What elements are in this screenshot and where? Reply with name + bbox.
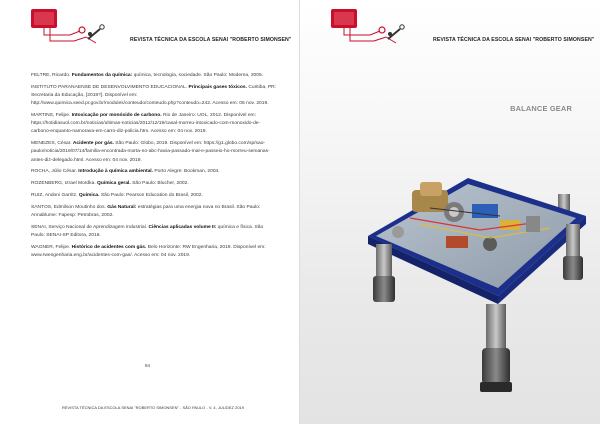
ref-author: RUIZ, Andoni Garritz. (31, 193, 79, 198)
reference-list (31, 72, 277, 264)
ref-title: Fundamentos da química: (71, 73, 133, 78)
balance-gear-photo (350, 120, 600, 420)
ref-title: Química. (78, 193, 100, 198)
reference-item (31, 244, 277, 260)
ref-title: Ciências aplicadas volume II: (148, 224, 217, 230)
ref-details: Porto Alegre: Bookman, 2004. (153, 169, 220, 175)
ref-title: Química geral. (97, 181, 131, 187)
ref-author: WAGNER, Felipe. (31, 244, 72, 250)
journal-header: REVISTA TÉCNICA DA ESCOLA SENAI "ROBERTO SIMONSEN" (130, 37, 292, 43)
reference-item (31, 224, 277, 240)
ref-author: FELTRE, Ricardo. (31, 73, 72, 78)
ref-details: Curitiba, PR: Secretaria da Educação, [2019?]. Disponível em: http://www.quimica.seed.pr.gov.br/modules/conteudo/conteudo.php?conteudo=242. Acesso em: 05 nov. 2019. (31, 84, 277, 107)
page-number: 84 (145, 363, 151, 368)
reference-item (31, 140, 277, 165)
ref-details: São Paulo: Blucher, 2002. (130, 181, 189, 187)
reference-item (31, 168, 277, 176)
ref-title: Introdução à química ambiental. (78, 169, 154, 175)
ref-title: Principais gases tóxicos. (188, 84, 247, 90)
ref-author: ROZENBERG, Izrael Mordka. (31, 181, 98, 187)
reference-item (31, 84, 277, 109)
ref-details: química e física. São Paulo: SENAI-SP Editora, 2016. (31, 224, 264, 238)
ref-author: INSTITUTO PARANAENSE DE DESENVOLVIMENTO EDUCACIONAL. (31, 84, 189, 90)
ref-author: MARTINS, Felipe. (31, 113, 72, 118)
ref-details: estratégias para uma energia nova no Brasil. São Paulo: Annablume: Fapesp: Petrobras, 2002. (31, 204, 261, 218)
reference-item (31, 180, 277, 188)
ref-title: Histórico de acidentes com gás. (71, 244, 147, 250)
section-title: BALANCE GEAR (510, 104, 572, 113)
ref-author: SENAI, Serviço Nacional de Aprendizagem Industrial. (31, 224, 149, 230)
right-page (300, 0, 600, 424)
page-footer: REVISTA TÉCNICA DA ESCOLA SENAI "ROBERTO SIMONSEN" - SÃO PAULO - V. 4, JUL/DEZ 2019 (62, 405, 244, 410)
reference-item (31, 204, 277, 220)
reference-item (31, 72, 277, 80)
ref-details: São Paulo: Pearson Education do Brasil, 2002. (99, 193, 203, 198)
reference-item (31, 112, 277, 137)
senai-logo-icon (330, 7, 410, 45)
ref-author: ROCHA, Júlio César. (31, 169, 79, 175)
ref-title: Acidente por gás. (72, 141, 114, 147)
ref-title: Gás Natural: (107, 204, 137, 210)
ref-author: SANTOS, Edmilson Moutinho dos. (31, 204, 108, 210)
circuit-logo-icon (30, 7, 110, 45)
journal-header: REVISTA TÉCNICA DA ESCOLA SENAI "ROBERTO SIMONSEN" (433, 37, 595, 43)
ref-details: Belo Horizonte: RW Engenharia, 2019. Disponível em: www.rwengenharia.eng.br/acidentes-com-gas/. Acesso em: 04 nov. 2019. (31, 244, 266, 258)
ref-title: Intoxicação por monóxido de carbono. (71, 113, 162, 118)
ref-details: Rio de Janeiro: UOL, 2012. Disponível em: https://hotidiasuol.com.br/noticias/ultimas-noticias/2012/12/19/casal-morreu-intoxicado-com-monoxido-de-carbono-enquanto-namorava-em-carro-diz-policia.htm. Acesso em: 04 nov. 2019. (31, 113, 261, 135)
ref-details: São Paulo: Globo, 2019. Disponível em: https://g1.globo.com/sp/sao-paulo/noticia/2019/07/14/familia-encontrada-morta-no-abc-havia-passado-mal-e-passeio-ho-morreu-semanas-antes-diz-delegado.html. Acesso em: 04 nov. 2019. (31, 141, 270, 163)
ref-author: MENEZES, César. (31, 141, 73, 147)
circuit-logo-icon (330, 7, 410, 45)
ref-details: química, tecnologia, sociedade. São Paulo: Moderna, 2005. (132, 73, 264, 78)
senai-logo-icon (30, 7, 110, 45)
reference-item (31, 192, 277, 200)
